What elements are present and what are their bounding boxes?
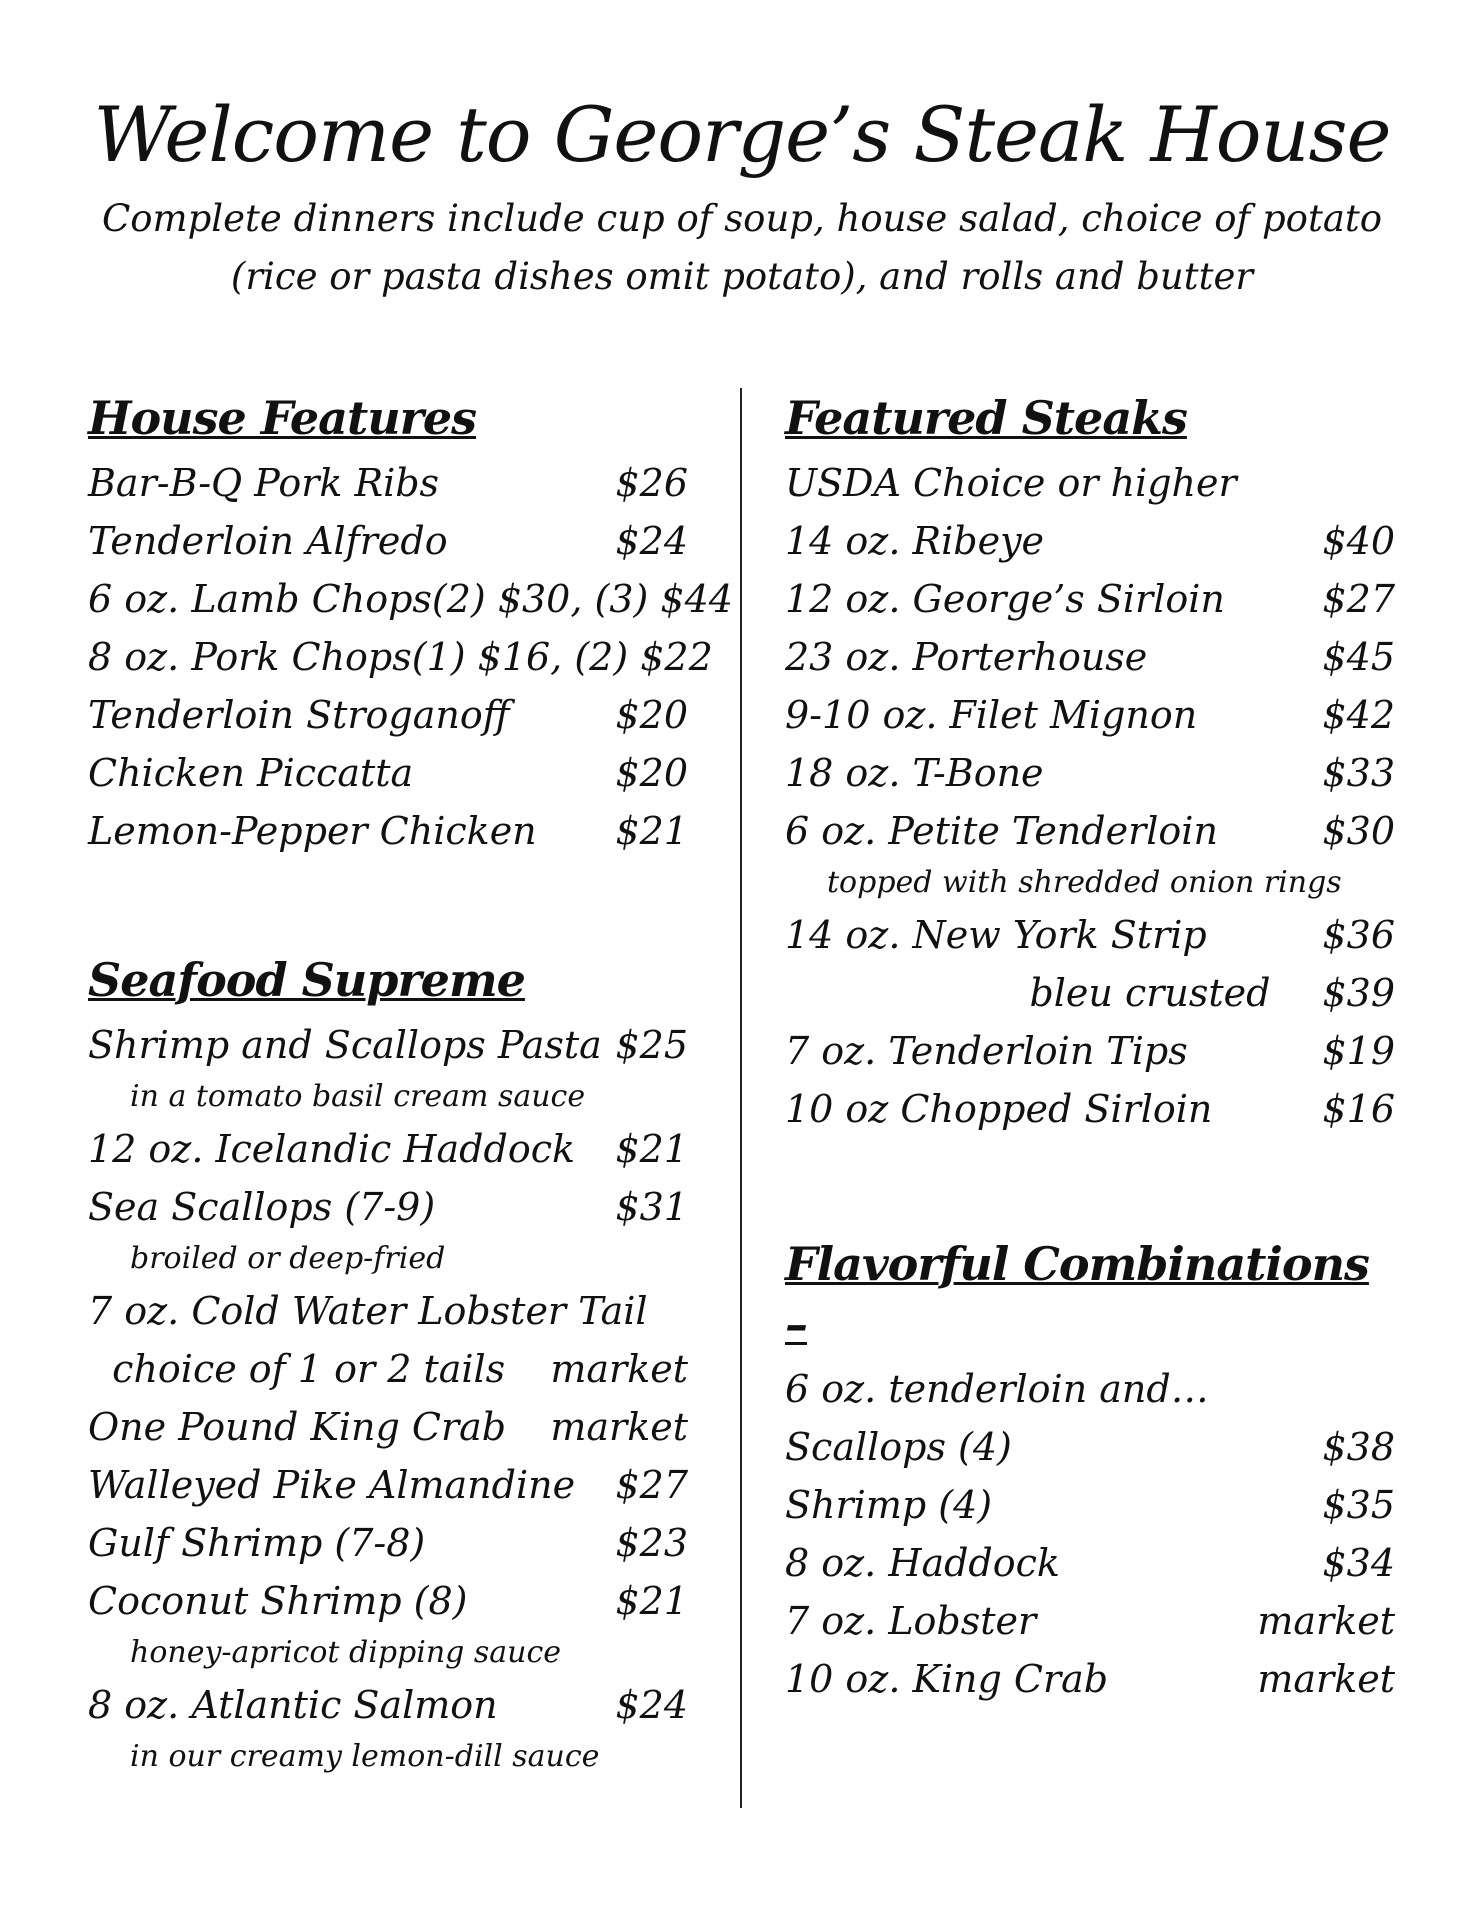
menu-item-price: $27 xyxy=(1322,577,1395,621)
menu-item xyxy=(785,1650,1395,1708)
menu-item-price: $20 xyxy=(615,693,688,737)
menu-item-name: Walleyed Pike Almandine xyxy=(88,1463,576,1507)
menu-item xyxy=(88,1456,688,1514)
menu-item-name: 12 oz. George’s Sirloin xyxy=(785,577,1225,621)
menu-item-price: (2) $30, (3) $44 xyxy=(431,577,733,621)
section-title-house-features: House Features xyxy=(88,391,477,445)
menu-item-name: 14 oz. Ribeye xyxy=(785,519,1045,563)
section-title-seafood: Seafood Supreme xyxy=(88,953,525,1007)
menu-item-price: $31 xyxy=(615,1185,688,1229)
section-title-steaks: Featured Steaks xyxy=(785,391,1187,445)
menu-item-price: $21 xyxy=(615,809,688,853)
menu-item-name: Tenderloin Alfredo xyxy=(88,519,448,563)
seafood-list xyxy=(88,1016,688,1780)
menu-item-price: $27 xyxy=(615,1463,688,1507)
menu-item xyxy=(785,802,1395,860)
menu-item-price: $36 xyxy=(1322,913,1395,957)
menu-item-price: market xyxy=(550,1405,688,1449)
house-features-section xyxy=(88,388,733,860)
menu-item-price: $25 xyxy=(615,1023,688,1067)
menu-item xyxy=(785,512,1395,570)
right-column xyxy=(785,388,1395,1768)
seafood-section xyxy=(88,950,688,1780)
menu-item xyxy=(88,628,713,686)
menu-item xyxy=(785,686,1395,744)
menu-item-price: market xyxy=(1257,1657,1395,1701)
menu-item-name: 7 oz. Lobster xyxy=(785,1599,1037,1643)
menu-item-name: 14 oz. New York Strip xyxy=(785,913,1207,957)
menu-item xyxy=(785,1534,1395,1592)
menu-item-name: Chicken Piccatta xyxy=(88,751,414,795)
steaks-list xyxy=(785,512,1395,964)
menu-item-name: 23 oz. Porterhouse xyxy=(785,635,1148,679)
menu-item-price: market xyxy=(1257,1599,1395,1643)
menu-item-note: topped with shredded onion rings xyxy=(827,865,1342,900)
menu-item-price: $23 xyxy=(615,1521,688,1565)
menu-item xyxy=(88,1178,688,1236)
menu-item-price: market xyxy=(550,1347,688,1391)
menu-item-price: $33 xyxy=(1322,751,1395,795)
menu-item-price: $19 xyxy=(1322,1029,1395,1073)
menu-item xyxy=(88,1572,688,1630)
menu-item-price: $42 xyxy=(1322,693,1395,737)
menu-item-price: $45 xyxy=(1322,635,1395,679)
menu-item-name: Gulf Shrimp (7-8) xyxy=(88,1521,426,1565)
menu-item-name: 7 oz. Cold Water Lobster Tail xyxy=(88,1289,648,1333)
menu-item-price: $34 xyxy=(1322,1541,1395,1585)
bleu-crusted-price: $39 xyxy=(1322,971,1395,1015)
menu-item-price: $24 xyxy=(615,519,688,563)
menu-item-price: $40 xyxy=(1322,519,1395,563)
menu-item-name: 10 oz. King Crab xyxy=(785,1657,1109,1701)
menu-item xyxy=(88,744,688,802)
menu-item xyxy=(785,1418,1395,1476)
menu-item xyxy=(88,454,688,512)
combinations-section xyxy=(785,1234,1395,1708)
menu-item xyxy=(88,1120,688,1178)
steaks-list-2 xyxy=(785,1022,1395,1138)
menu-item xyxy=(785,1476,1395,1534)
menu-item-name: One Pound King Crab xyxy=(88,1405,507,1449)
steaks-section xyxy=(785,388,1395,1138)
menu-item xyxy=(88,1398,688,1456)
house-features-list xyxy=(88,454,733,860)
menu-item xyxy=(785,628,1395,686)
menu-item-price: $20 xyxy=(615,751,688,795)
menu-item-name: 8 oz. Haddock xyxy=(785,1541,1060,1585)
menu-item-name: Sea Scallops (7-9) xyxy=(88,1185,436,1229)
menu-item-name: 8 oz. Pork Chops xyxy=(88,635,412,679)
menu-item-price: $35 xyxy=(1322,1483,1395,1527)
bleu-crusted-label: bleu crusted xyxy=(1029,971,1271,1015)
menu-item-price: $24 xyxy=(615,1683,688,1727)
menu-item-price: $38 xyxy=(1322,1425,1395,1469)
menu-item xyxy=(88,1676,688,1734)
menu-item-name: choice of 1 or 2 tails xyxy=(88,1347,506,1391)
bleu-crusted-row xyxy=(785,964,1395,1022)
menu-item-price: $30 xyxy=(1322,809,1395,853)
menu-item xyxy=(785,1592,1395,1650)
menu-item-price: $26 xyxy=(615,461,688,505)
subtitle-line-1: Complete dinners include cup of soup, house salad, choice of potato xyxy=(101,197,1383,240)
menu-item xyxy=(785,1022,1395,1080)
menu-item xyxy=(88,512,688,570)
menu-item-note: broiled or deep-fried xyxy=(130,1241,446,1276)
menu-item xyxy=(785,906,1395,964)
menu-item xyxy=(785,744,1395,802)
menu-item xyxy=(88,1016,688,1074)
menu-item-name: 10 oz Chopped Sirloin xyxy=(785,1087,1213,1131)
menu-item-price: (1) $16, (2) $22 xyxy=(411,635,713,679)
menu-item-name: Scallops (4) xyxy=(785,1425,1012,1469)
menu-item-price: $21 xyxy=(615,1579,688,1623)
menu-item xyxy=(88,1282,688,1340)
menu-item xyxy=(785,570,1395,628)
menu-item-note: in a tomato basil cream sauce xyxy=(130,1079,586,1114)
menu-item-name: Coconut Shrimp (8) xyxy=(88,1579,468,1623)
steaks-intro: USDA Choice or higher xyxy=(785,461,1237,505)
menu-item-price: $16 xyxy=(1322,1087,1395,1131)
left-column xyxy=(88,388,733,1840)
menu-item-price: $21 xyxy=(615,1127,688,1171)
menu-item-name: Lemon-Pepper Chicken xyxy=(88,809,537,853)
menu-item-name: Shrimp and Scallops Pasta xyxy=(88,1023,602,1067)
menu-item xyxy=(785,1080,1395,1138)
menu-item-name: Shrimp (4) xyxy=(785,1483,993,1527)
combinations-intro: 6 oz. tenderloin and… xyxy=(785,1367,1209,1411)
menu-item-note: honey-apricot dipping sauce xyxy=(130,1635,562,1670)
subtitle xyxy=(0,190,1484,306)
subtitle-line-2: (rice or pasta dishes omit potato), and rolls and butter xyxy=(230,255,1254,298)
column-divider xyxy=(740,388,742,1808)
menu-item xyxy=(88,686,688,744)
menu-item-name: 6 oz. Petite Tenderloin xyxy=(785,809,1218,853)
menu-item-name: 8 oz. Atlantic Salmon xyxy=(88,1683,498,1727)
menu-item-name: 18 oz. T-Bone xyxy=(785,751,1044,795)
menu-item xyxy=(88,1514,688,1572)
menu-item xyxy=(88,1340,688,1398)
menu-item-note: in our creamy lemon-dill sauce xyxy=(130,1739,600,1774)
menu-item xyxy=(88,802,688,860)
page-title: Welcome to George’s Steak House xyxy=(93,90,1391,179)
menu-item-name: Tenderloin Stroganoff xyxy=(88,693,510,737)
combinations-list xyxy=(785,1418,1395,1708)
menu-item-name: Bar-B-Q Pork Ribs xyxy=(88,461,440,505)
section-title-combinations: Flavorful Combinations – xyxy=(785,1237,1369,1351)
menu-item-name: 9-10 oz. Filet Mignon xyxy=(785,693,1198,737)
menu-item xyxy=(88,570,733,628)
menu-item-name: 7 oz. Tenderloin Tips xyxy=(785,1029,1188,1073)
menu-item-name: 6 oz. Lamb Chops xyxy=(88,577,432,621)
menu-header xyxy=(0,90,1484,306)
menu-item-name: 12 oz. Icelandic Haddock xyxy=(88,1127,576,1171)
